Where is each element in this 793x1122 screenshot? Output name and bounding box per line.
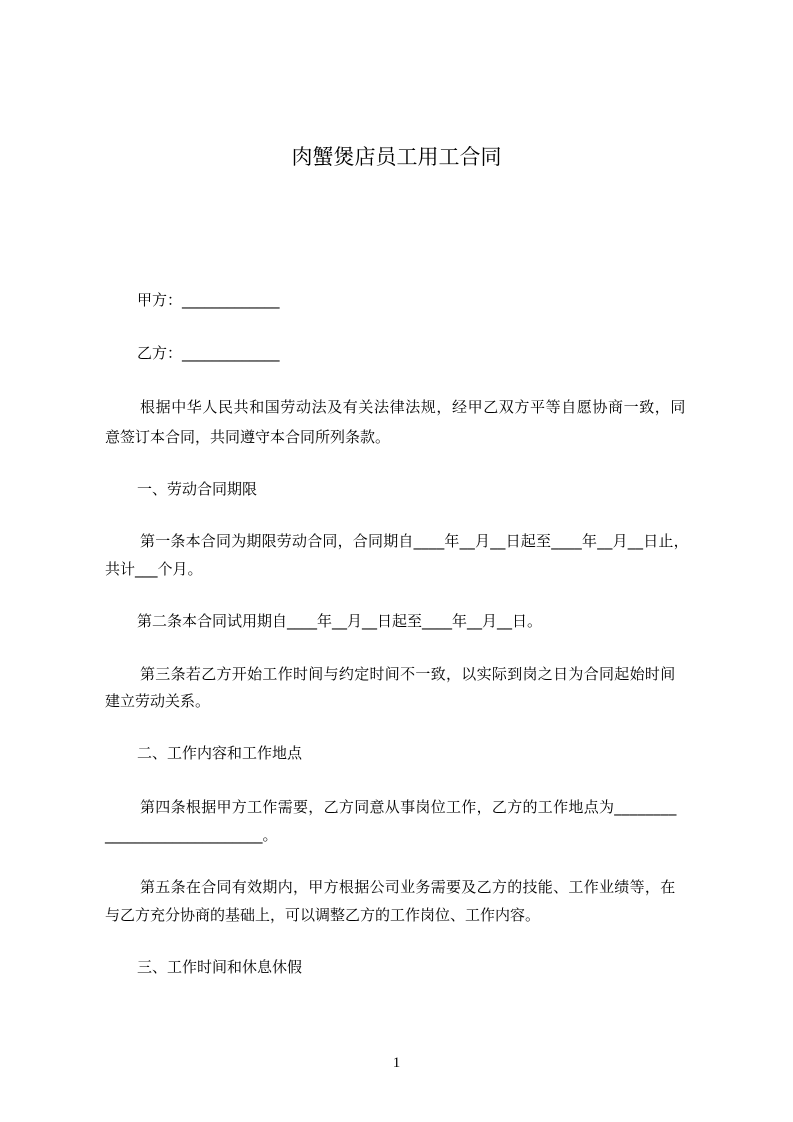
section-heading-2: 二、工作内容和工作地点 <box>137 744 303 762</box>
article-5-line-1: 第五条在合同有效期内，甲方根据公司业务需要及乙方的技能、工作业绩等，在 <box>140 878 676 896</box>
preamble-line-2: 意签订本合同，共同遵守本合同所列条款。 <box>105 428 391 446</box>
article-3-line-2: 建立劳动关系。 <box>105 692 211 710</box>
article-4-line-2: _____________________。 <box>105 826 278 844</box>
article-5-line-2: 与乙方充分协商的基础上，可以调整乙方的工作岗位、工作内容。 <box>105 906 541 924</box>
article-1-line-1: 第一条本合同为期限劳动合同，合同期自____年__月__日起至____年__月__日止， <box>140 532 689 550</box>
article-4-line-1: 第四条根据甲方工作需要，乙方同意从事岗位工作，乙方的工作地点为________ <box>140 798 677 816</box>
party-b-line: 乙方：_____________ <box>137 344 280 362</box>
section-heading-3: 三、工作时间和休息休假 <box>137 958 303 976</box>
document-title: 肉蟹煲店员工用工合同 <box>291 145 502 169</box>
article-3-line-1: 第三条若乙方开始工作时间与约定时间不一致，以实际到岗之日为合同起始时间 <box>140 665 676 683</box>
party-a-line: 甲方：_____________ <box>137 291 280 309</box>
page-number: 1 <box>392 1055 401 1071</box>
article-2: 第二条本合同试用期自____年__月__日起至____年__月__日。 <box>137 612 543 630</box>
article-1-line-2: 共计___个月。 <box>105 560 203 578</box>
preamble-line-1: 根据中华人民共和国劳动法及有关法律法规，经甲乙双方平等自愿协商一致，同 <box>140 398 687 416</box>
section-heading-1: 一、劳动合同期限 <box>137 480 258 498</box>
